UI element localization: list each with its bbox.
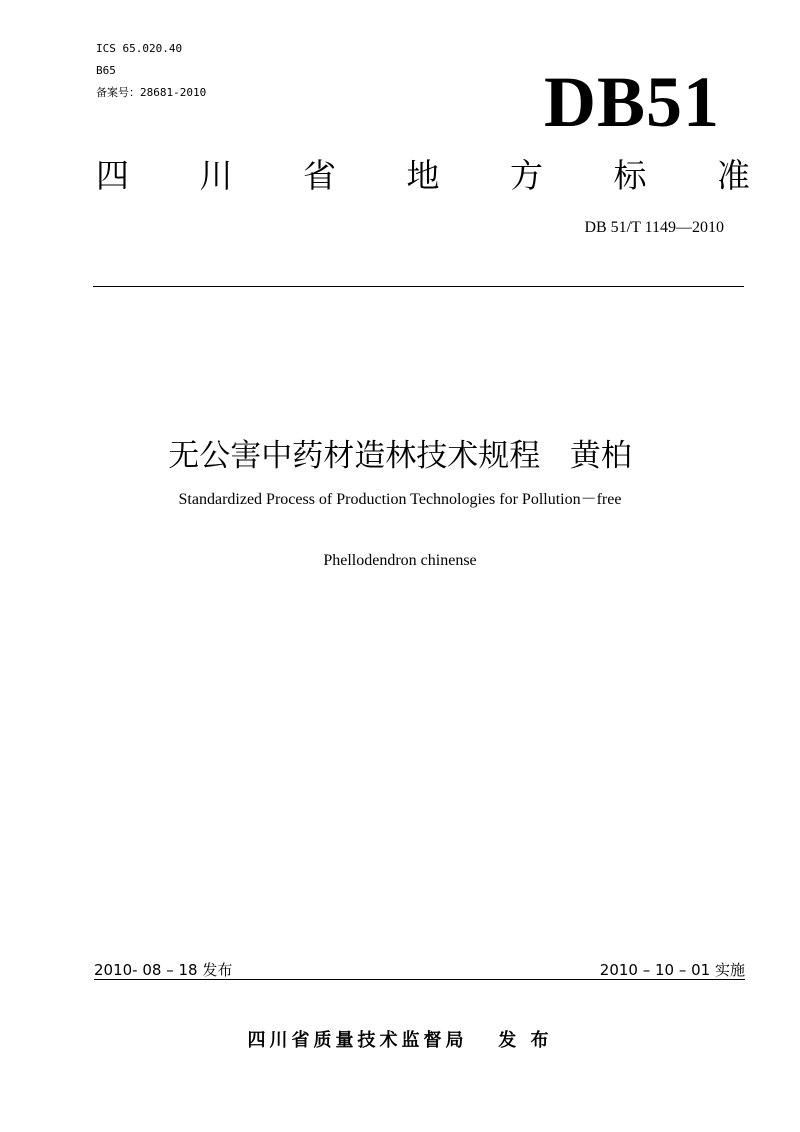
header-divider [93, 286, 744, 287]
date-row [94, 961, 745, 980]
document-title-zh: 无公害中药材造林技术规程 黄柏 [168, 438, 632, 474]
standard-number: DB 51/T 1149—2010 [584, 219, 724, 236]
classification-code: B65 [96, 64, 116, 77]
standard-type-char: 准 [717, 156, 750, 195]
issue-date: 2010- 08 – 18 发布 [94, 961, 233, 979]
document-title-en-line1: Standardized Process of Production Technologies for Pollution－free [178, 491, 622, 508]
standard-type-char: 方 [510, 156, 543, 195]
ics-code: ICS 65.020.40 [96, 42, 183, 55]
standard-type-title [96, 156, 750, 196]
db51-logo: DB51 [543, 62, 720, 142]
implement-date: 2010 – 10 – 01 实施 [599, 961, 745, 979]
standard-type-char: 四 [96, 156, 129, 195]
record-number: 备案号：28681-2010 [96, 86, 207, 99]
standard-type-char: 省 [303, 156, 336, 195]
standard-type-char: 地 [406, 156, 440, 195]
standard-type-char: 川 [199, 156, 233, 195]
standard-type-char: 标 [613, 156, 647, 195]
document-title-en-line2: Phellodendron chinense [323, 552, 477, 569]
issuing-authority: 四川省质量技术监督局 发 布 [247, 1030, 553, 1051]
